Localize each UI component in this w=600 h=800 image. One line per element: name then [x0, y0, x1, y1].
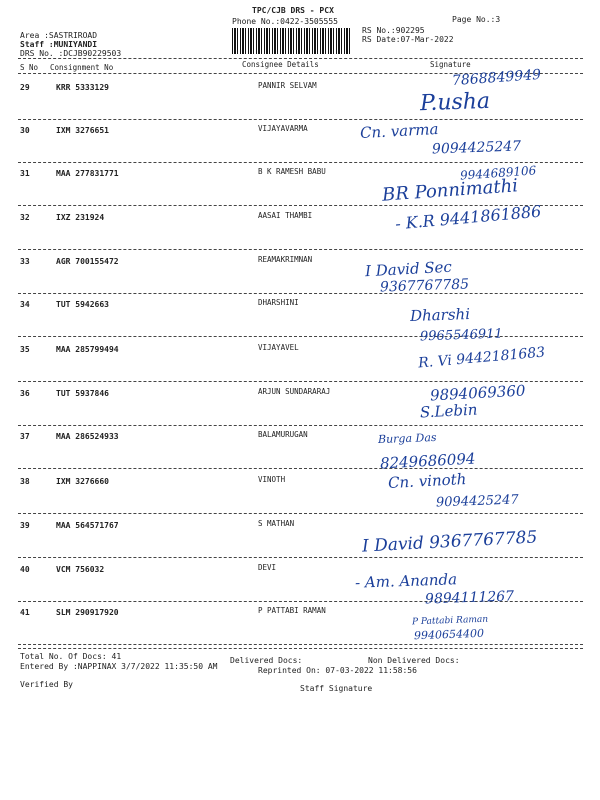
row-consignment: IXM 3276651: [56, 126, 109, 135]
page-number: Page No.:3: [452, 15, 501, 24]
row-consignment: IXM 3276660: [56, 477, 109, 486]
table-row: [0, 300, 600, 344]
row-sno: 34: [20, 300, 30, 309]
row-consignment: AGR 700155472: [56, 257, 119, 266]
row-sno: 35: [20, 345, 30, 354]
row-consignee: ARJUN SUNDARARAJ: [258, 387, 331, 396]
handwritten-phone: 9965546911: [419, 326, 503, 345]
handwritten-signature: P.usha: [419, 88, 491, 117]
row-sno: 36: [20, 389, 30, 398]
handwritten-phone: 9094425247: [431, 138, 522, 158]
handwritten-signature: Cn. vinoth: [387, 469, 467, 493]
row-divider: [18, 644, 583, 645]
delivered-docs: Delivered Docs:: [230, 656, 303, 665]
row-consignment: IXZ 231924: [56, 213, 105, 222]
row-divider: [18, 468, 583, 469]
row-consignment: TUT 5937846: [56, 389, 109, 398]
row-consignment: TUT 5942663: [56, 300, 109, 309]
row-consignment: VCM 756032: [56, 565, 105, 574]
row-divider: [18, 119, 583, 120]
row-divider: [18, 381, 583, 382]
row-consignee: P PATTABI RAMAN: [258, 606, 326, 615]
row-consignee: BALAMURUGAN: [258, 430, 308, 439]
row-divider: [18, 513, 583, 514]
handwritten-phone: 9894111267: [424, 588, 515, 608]
barcode-image: [232, 28, 352, 54]
row-consignee: VINOTH: [258, 475, 286, 484]
staff-label: Staff :MUNIYANDI: [20, 40, 98, 49]
handwritten-phone: 9940654400: [413, 626, 485, 643]
rs-date: RS Date:07-Mar-2022: [362, 35, 454, 44]
handwritten-phone: 9944689106: [459, 163, 537, 183]
handwritten-phone: 8249686094: [379, 449, 476, 473]
area-label: Area :SASTRIROAD: [20, 31, 98, 40]
handwritten-signature: P Pattabi Raman: [411, 614, 489, 628]
total-docs: Total No. Of Docs: 41: [20, 652, 122, 661]
handwritten-signature: Cn. varma: [359, 119, 439, 143]
column-header-sno: S No: [20, 63, 39, 72]
handwritten-signature: I David Sec: [364, 257, 453, 281]
row-consignee: DEVI: [258, 563, 277, 572]
row-divider: [18, 557, 583, 558]
table-row: [0, 608, 600, 652]
row-sno: 31: [20, 169, 30, 178]
handwritten-signature: Dharshi: [409, 304, 471, 326]
handwritten-signature: - K.R 9441861886: [394, 201, 543, 234]
staff-signature-label: Staff Signature: [300, 684, 373, 693]
row-sno: 32: [20, 213, 30, 222]
reprinted-on: Reprinted On: 07-03-2022 11:58:56: [258, 666, 417, 675]
row-consignee: VIJAYAVARMA: [258, 124, 308, 133]
table-row: [0, 83, 600, 127]
handwritten-phone: 7868849949: [451, 66, 542, 90]
row-sno: 39: [20, 521, 30, 530]
row-consignee: PANNIR SELVAM: [258, 81, 317, 90]
column-header-consignment: Consignment No: [50, 63, 114, 72]
handwritten-signature: Burga Das: [377, 430, 437, 447]
column-header-signature: Signature: [430, 60, 471, 69]
handwritten-phone: 9894069360: [429, 381, 526, 405]
row-divider: [18, 162, 583, 163]
row-consignment: MAA 286524933: [56, 432, 119, 441]
handwritten-signature: R. Vi 9442181683: [417, 344, 546, 372]
document-title: TPC/CJB DRS - PCX: [252, 6, 334, 15]
drs-number: DRS No. :DCJB90229503: [20, 49, 122, 58]
verified-by: Verified By: [20, 680, 73, 689]
column-header-consignee: Consignee Details: [242, 60, 319, 69]
row-sno: 40: [20, 565, 30, 574]
row-divider: [18, 425, 583, 426]
row-sno: 41: [20, 608, 30, 617]
row-consignment: MAA 285799494: [56, 345, 119, 354]
handwritten-phone: 9094425247: [435, 492, 519, 511]
row-consignment: MAA 277831771: [56, 169, 119, 178]
handwritten-signature: S.Lebin: [419, 400, 478, 422]
handwritten-signature: BR Ponnimathi: [381, 175, 519, 206]
row-consignee: S MATHAN: [258, 519, 295, 528]
row-consignee: AASAI THAMBI: [258, 211, 313, 220]
footer-divider: [18, 648, 583, 649]
row-divider: [18, 293, 583, 294]
row-consignee: DHARSHINI: [258, 298, 299, 307]
non-delivered-docs: Non Delivered Docs:: [368, 656, 460, 665]
entered-by: Entered By :NAPPINAX 3/7/2022 11:35:50 AM: [20, 662, 218, 671]
rs-number: RS No.:902295: [362, 26, 425, 35]
row-consignment: KRR 5333129: [56, 83, 109, 92]
handwritten-signature: I David 9367767785: [361, 527, 538, 557]
table-row: [0, 432, 600, 476]
table-row: [0, 257, 600, 301]
row-consignee: VIJAYAVEL: [258, 343, 299, 352]
handwritten-signature: - Am. Ananda: [354, 570, 458, 592]
row-sno: 33: [20, 257, 30, 266]
row-sno: 30: [20, 126, 30, 135]
row-sno: 37: [20, 432, 30, 441]
handwritten-phone: 9367767785: [379, 276, 470, 296]
row-consignee: B K RAMESH BABU: [258, 167, 326, 176]
row-divider: [18, 249, 583, 250]
row-sno: 29: [20, 83, 30, 92]
phone-number: Phone No.:0422-3505555: [232, 17, 338, 26]
row-sno: 38: [20, 477, 30, 486]
row-consignee: REAMAKRIMNAN: [258, 255, 313, 264]
header-divider: [18, 58, 583, 59]
row-consignment: SLM 290917920: [56, 608, 119, 617]
row-consignment: MAA 564571767: [56, 521, 119, 530]
